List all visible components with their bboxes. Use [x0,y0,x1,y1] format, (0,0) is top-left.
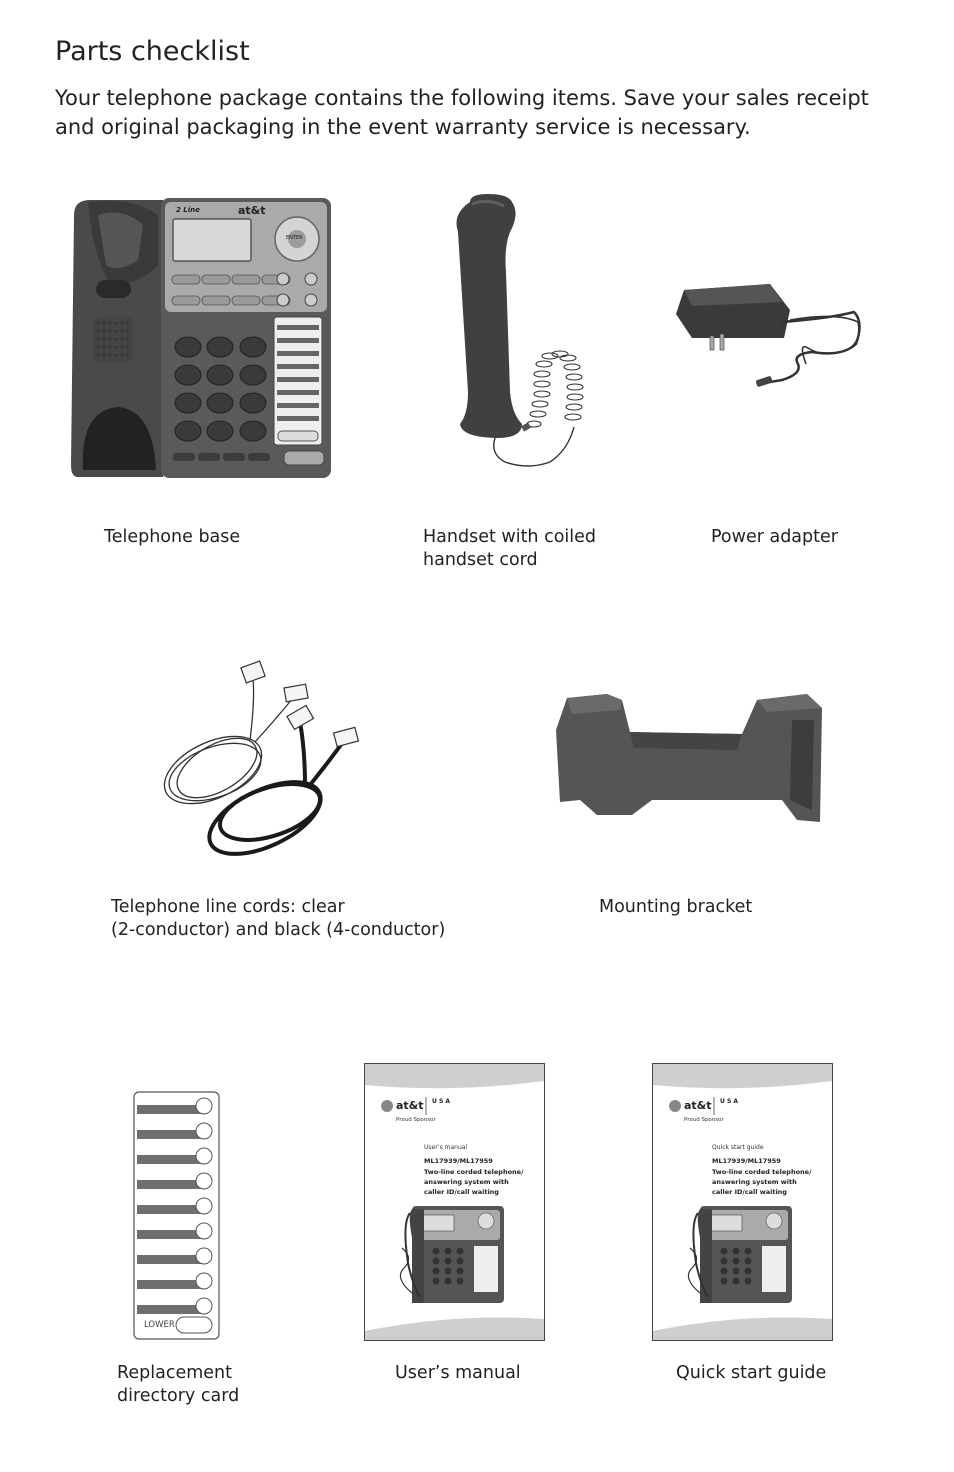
guide-usa: U S A [720,1098,739,1105]
caption-line: Telephone base [104,527,241,547]
users-manual-image [364,1063,545,1341]
caption-line: Power adapter [711,527,838,547]
guide-description-line: answering system with [712,1178,797,1186]
caption-mounting-bracket [599,896,752,919]
manual-description-line: Two-line corded telephone/ [424,1168,524,1176]
intro-paragraph: Your telephone package contains the following items. Save your sales receipt and original packaging in the event warranty service is necessary. [55,86,869,139]
telephone-base-image [68,195,333,480]
caption-handset [423,526,596,572]
manual-model: ML17939/ML17959 [424,1157,493,1165]
caption-line: handset cord [423,550,538,570]
manual-sponsor: Proud Sponsor [396,1117,436,1123]
power-adapter-image [672,282,867,397]
base-model-line: 2 Line [176,206,200,214]
caption-directory-card [117,1362,239,1408]
caption-line: User’s manual [395,1363,521,1383]
caption-quick-start-guide [676,1362,826,1385]
caption-line: Telephone line cords: clear [111,897,345,917]
mounting-bracket-image [552,690,827,830]
caption-line: Replacement [117,1363,232,1383]
quick-start-guide-image [652,1063,833,1341]
caption-line-cords [111,896,445,942]
caption-power-adapter [711,526,838,549]
guide-model: ML17939/ML17959 [712,1157,781,1165]
page-title: Parts checklist [55,36,250,67]
directory-card-image [133,1091,221,1341]
caption-line: Quick start guide [676,1363,827,1383]
caption-telephone-base [104,526,240,549]
guide-doc-type: Quick start guide [712,1144,764,1151]
caption-users-manual [395,1362,521,1385]
caption-line: Mounting bracket [599,897,753,917]
caption-line: (2-conductor) and black (4-conductor) [111,920,446,940]
manual-usa: U S A [432,1098,451,1105]
guide-description-line: caller ID/call waiting [712,1188,787,1196]
caption-line: directory card [117,1386,240,1406]
manual-doc-type: User’s manual [424,1144,468,1151]
manual-logo: at&t [396,1099,424,1112]
guide-sponsor: Proud Sponsor [684,1117,724,1123]
manual-description-line: answering system with [424,1178,509,1186]
base-logo: at&t [238,204,266,217]
line-cords-image [155,660,370,865]
directory-card-lower-label: LOWER [144,1320,175,1330]
base-enter-key: ENTER [286,235,303,241]
caption-line: Handset with coiled [423,527,597,547]
handset-image [450,192,590,492]
guide-description-line: Two-line corded telephone/ [712,1168,812,1176]
manual-description-line: caller ID/call waiting [424,1188,499,1196]
guide-logo: at&t [684,1099,712,1112]
